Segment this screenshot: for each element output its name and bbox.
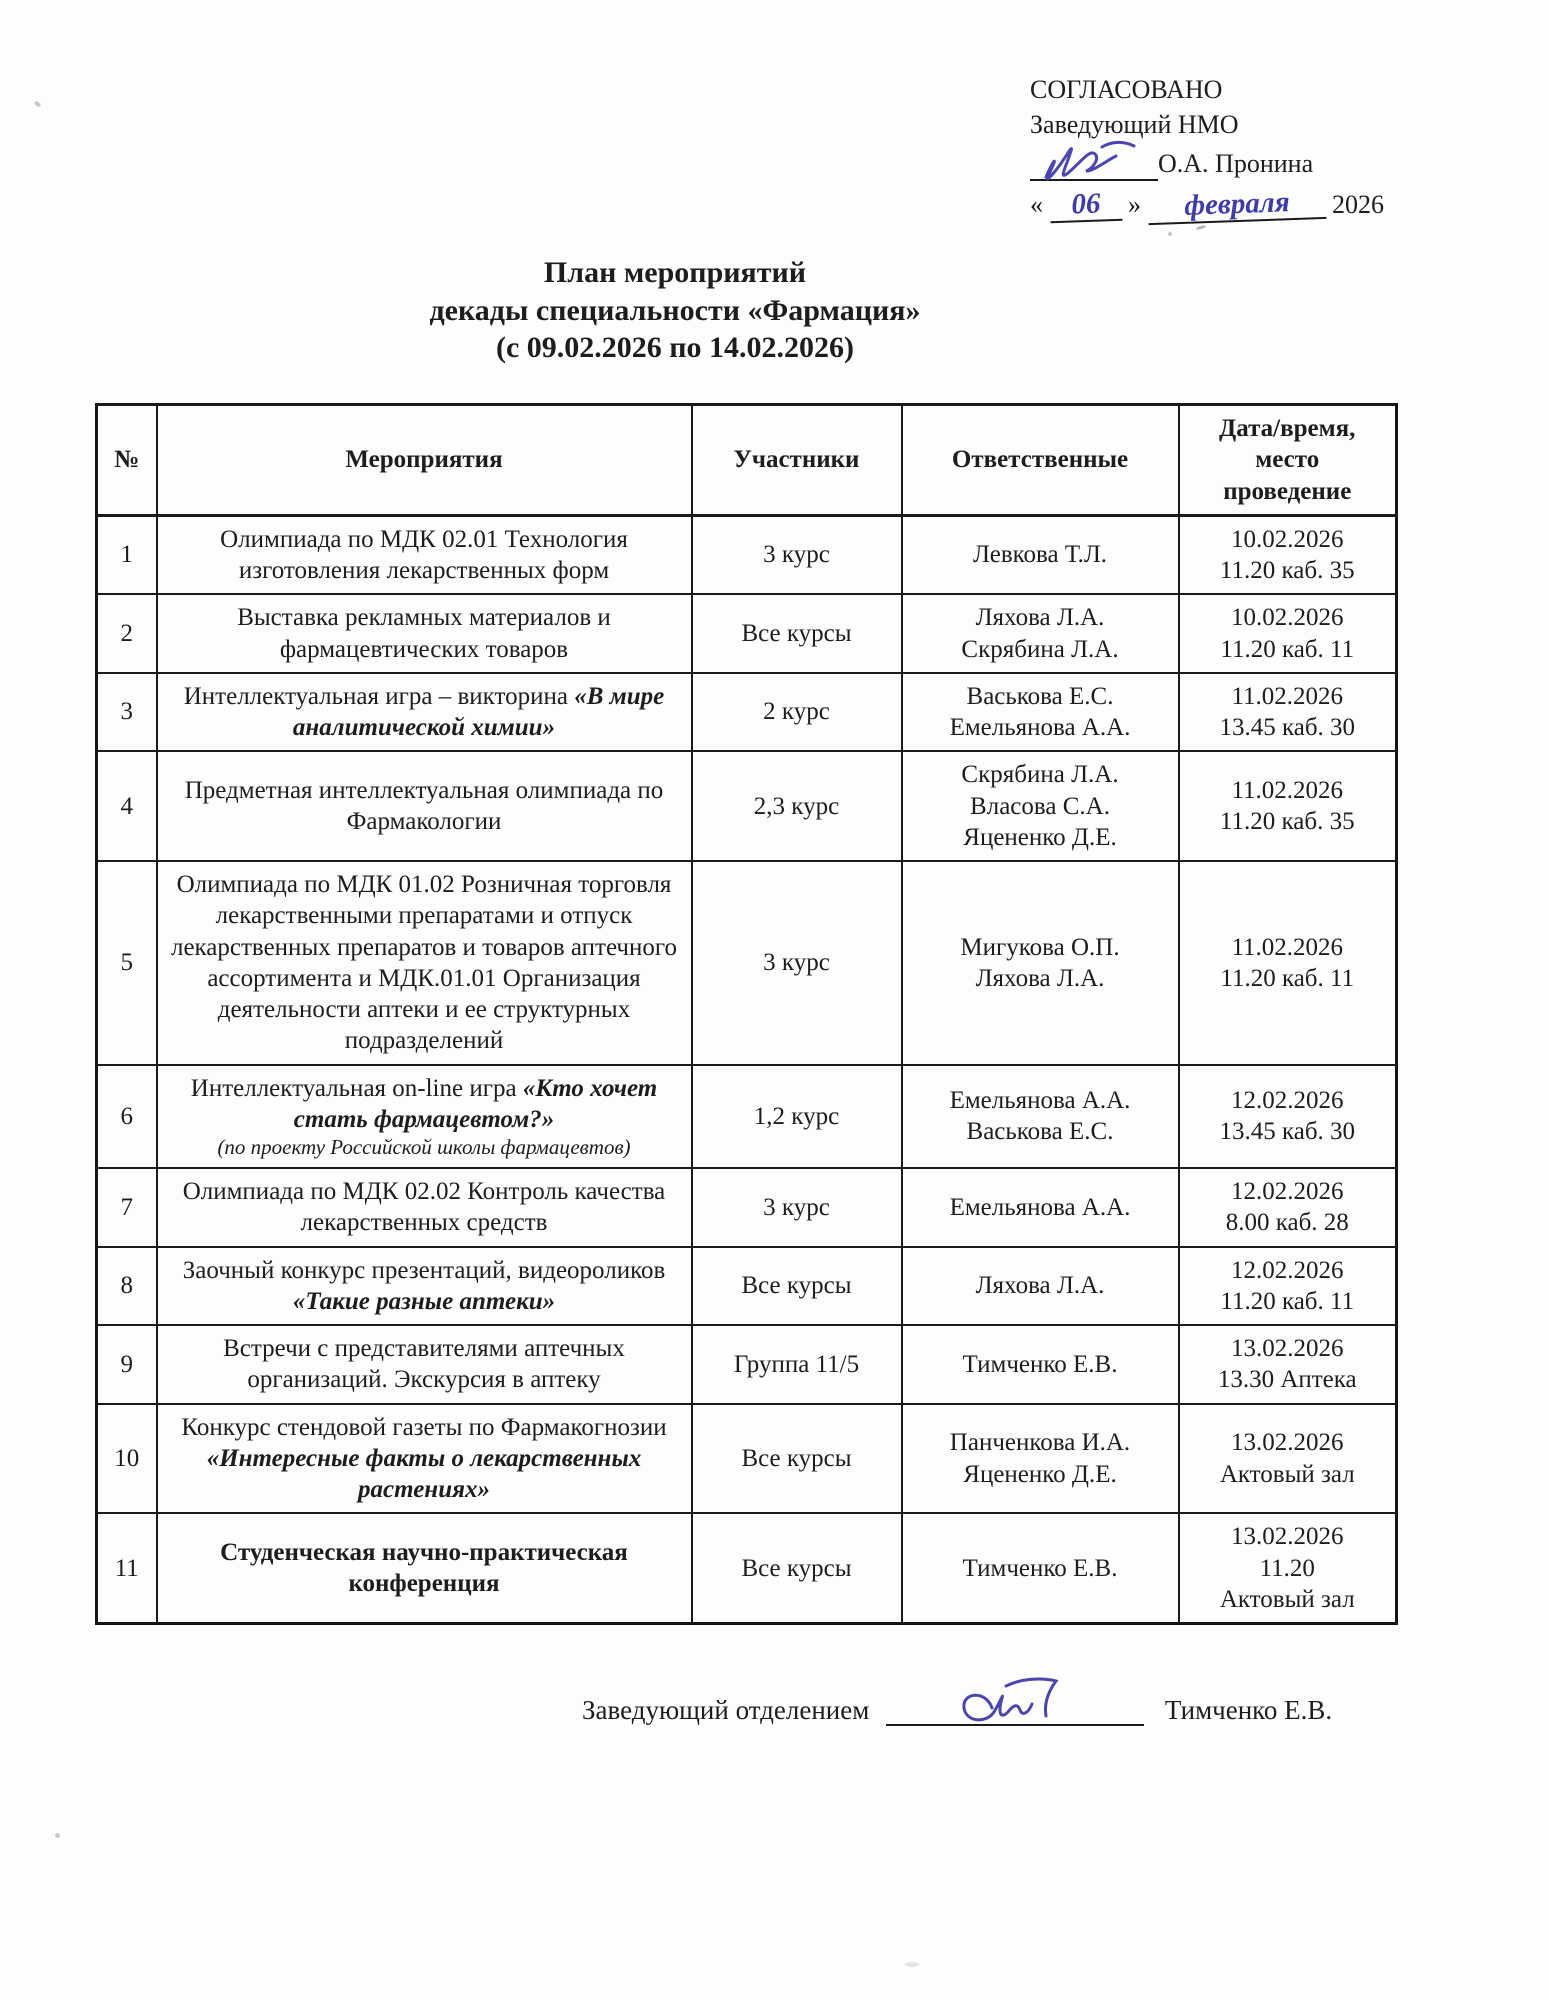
table-row <box>97 1247 1397 1326</box>
participants-cell: 3 курс <box>692 1168 902 1247</box>
row-number-cell: 4 <box>97 751 157 861</box>
title-line-2: декады специальности «Фармация» <box>429 293 921 327</box>
date-place-line: 11.02.2026 <box>1231 682 1344 710</box>
responsible-person: Васькова Е.С. <box>966 1118 1114 1146</box>
table-row <box>97 1065 1397 1169</box>
event-text-segment: «В мире аналитической химии» <box>292 682 665 741</box>
header-date-place: Дата/время, место проведение <box>1179 405 1397 516</box>
event-cell <box>157 1168 692 1247</box>
event-text-segment: Предметная интеллектуальная олимпиада по Фармакологии <box>184 776 664 836</box>
events-table <box>95 403 1398 1625</box>
date-place-line: 11.20 каб. 35 <box>1219 557 1355 584</box>
event-cell <box>157 673 692 752</box>
date-place-cell <box>1179 1247 1397 1326</box>
footer-label: Заведующий отделением <box>582 1695 870 1725</box>
participants-cell: 1,2 курс <box>692 1065 902 1169</box>
date-place-cell <box>1179 1513 1397 1623</box>
date-place-line: 11.20 каб. 35 <box>1219 808 1355 836</box>
title-line-1: План мероприятий <box>543 256 807 289</box>
date-quote-open: « <box>1030 190 1043 220</box>
date-place-line: 11.20 каб. 11 <box>1220 1287 1355 1315</box>
participants-cell: 3 курс <box>692 861 902 1065</box>
table-row <box>97 1404 1397 1514</box>
row-number-cell: 1 <box>97 515 157 594</box>
approval-name: О.А. Пронина <box>1158 149 1314 179</box>
date-place-cell <box>1179 1065 1397 1169</box>
event-text-segment: «Такие разные аптеки» <box>292 1287 556 1315</box>
responsible-person: Яцененко Д.Е. <box>963 823 1117 851</box>
responsible-cell <box>902 861 1179 1065</box>
event-text-segment: Олимпиада по МДК 01.02 Розничная торговля лекарственными препаратами и отпуск лекарственных препаратов и товаров аптечного ассортимента и МДК.01.01 Организация деятельности аптеки и ее структурных подразделений <box>170 871 678 1055</box>
header-events: Мероприятия <box>157 405 692 516</box>
approval-date-year: 2026 <box>1332 190 1384 220</box>
date-place-line: 11.02.2026 <box>1231 933 1344 961</box>
event-cell <box>157 594 692 673</box>
date-place-line: Актовый зал <box>1219 1460 1355 1488</box>
responsible-person: Ляхова Л.А. <box>975 1272 1105 1300</box>
table-row <box>97 515 1397 594</box>
responsible-person: Васькова Е.С. <box>966 682 1114 710</box>
participants-cell: Все курсы <box>692 1247 902 1326</box>
date-place-line: 10.02.2026 <box>1231 525 1344 553</box>
responsible-person: Ляхова Л.А. <box>975 604 1105 632</box>
department-head-signature-icon <box>946 1670 1086 1734</box>
date-place-cell <box>1179 861 1397 1065</box>
approval-block <box>1030 72 1490 222</box>
responsible-person: Скрябина Л.А. <box>961 761 1119 789</box>
event-text-segment: Олимпиада по МДК 02.01 Технология изготовления лекарственных форм <box>220 525 628 584</box>
date-place-cell <box>1179 515 1397 594</box>
approval-date-day: 06 <box>1049 188 1122 224</box>
date-place-line: Актовый зал <box>1219 1585 1355 1613</box>
event-text-segment: Олимпиада по МДК 02.02 Контроль качества лекарственных средств <box>182 1178 666 1237</box>
responsible-person: Власова С.А. <box>970 792 1110 820</box>
date-place-cell <box>1179 673 1397 752</box>
row-number-cell: 8 <box>97 1247 157 1326</box>
approval-status: СОГЛАСОВАНО <box>1030 75 1223 104</box>
participants-cell: Все курсы <box>692 1513 902 1623</box>
row-number-cell: 5 <box>97 861 157 1065</box>
date-place-line: 12.02.2026 <box>1231 1178 1344 1206</box>
header-number: № <box>97 405 157 516</box>
table-row <box>97 673 1397 752</box>
responsible-cell <box>902 673 1179 752</box>
approval-position: Заведующий НМО <box>1030 110 1239 140</box>
table-row <box>97 751 1397 861</box>
responsible-cell <box>902 1404 1179 1514</box>
date-place-cell <box>1179 1325 1397 1404</box>
participants-cell: 3 курс <box>692 515 902 594</box>
participants-cell: Все курсы <box>692 594 902 673</box>
date-place-line: 13.45 каб. 30 <box>1219 1118 1356 1146</box>
header-participants: Участники <box>692 405 902 516</box>
approval-signature-row <box>1030 146 1490 181</box>
event-cell <box>157 1513 692 1623</box>
row-number-cell: 9 <box>97 1325 157 1404</box>
participants-cell: Группа 11/5 <box>692 1325 902 1404</box>
footer-signature-field <box>886 1692 1144 1726</box>
footer-name: Тимченко Е.В. <box>1164 1695 1333 1725</box>
table-row <box>97 1513 1397 1623</box>
event-text-segment: Выставка рекламных материалов и фармацевтических товаров <box>237 604 611 663</box>
date-place-cell <box>1179 751 1397 861</box>
title-line-3: (с 09.02.2026 по 14.02.2026) <box>495 331 855 364</box>
event-text-segment: Студенческая научно-практическая конференция <box>220 1539 628 1598</box>
event-text-segment: «Интересные факты о лекарственных растениях» <box>206 1444 642 1504</box>
table-row <box>97 1168 1397 1247</box>
responsible-cell <box>902 1247 1179 1326</box>
responsible-person: Скрябина Л.А. <box>961 635 1119 663</box>
participants-cell: 2 курс <box>692 673 902 752</box>
event-cell <box>157 861 692 1065</box>
footer-signature-block <box>582 1692 1332 1726</box>
table-header-row <box>97 405 1397 516</box>
scan-speck <box>905 1962 919 1967</box>
responsible-cell <box>902 1325 1179 1404</box>
responsible-person: Панченкова И.А. <box>949 1429 1131 1457</box>
row-number-cell: 11 <box>97 1513 157 1623</box>
event-cell <box>157 751 692 861</box>
responsible-person: Емельянова А.А. <box>949 1193 1131 1221</box>
header-responsible: Ответственные <box>902 405 1179 516</box>
scan-speck <box>33 100 41 107</box>
date-place-line: 12.02.2026 <box>1231 1087 1344 1115</box>
responsible-person: Левкова Т.Л. <box>972 541 1108 569</box>
responsible-person: Ляхова Л.А. <box>975 964 1105 992</box>
date-place-line: 11.20 каб. 11 <box>1220 635 1355 663</box>
event-cell <box>157 1404 692 1514</box>
event-cell <box>157 515 692 594</box>
event-text-segment: «Кто хочет стать фармацевтом?» <box>293 1074 658 1133</box>
date-quote-close: » <box>1128 190 1141 220</box>
date-place-line: 13.02.2026 <box>1231 1335 1344 1363</box>
row-number-cell: 2 <box>97 594 157 673</box>
date-place-line: 8.00 каб. 28 <box>1225 1209 1349 1237</box>
responsible-person: Емельянова А.А. <box>949 714 1131 741</box>
table-row <box>97 861 1397 1065</box>
responsible-cell <box>902 1513 1179 1623</box>
participants-cell: 2,3 курс <box>692 751 902 861</box>
responsible-cell <box>902 751 1179 861</box>
approval-signature-field <box>1030 149 1158 181</box>
table-row <box>97 1325 1397 1404</box>
approval-date-month: февраля <box>1147 186 1326 226</box>
row-number-cell: 6 <box>97 1065 157 1169</box>
date-place-line: 13.02.2026 <box>1231 1523 1344 1551</box>
table-row <box>97 594 1397 673</box>
row-number-cell: 10 <box>97 1404 157 1514</box>
date-place-cell <box>1179 1404 1397 1514</box>
event-text-segment: Конкурс стендовой газеты по Фармакогнозии <box>181 1413 667 1441</box>
responsible-person: Мигукова О.П. <box>960 933 1120 961</box>
scan-speck <box>55 1833 60 1838</box>
document-title <box>60 254 1290 367</box>
event-cell <box>157 1325 692 1404</box>
scan-speck <box>1168 232 1172 236</box>
responsible-cell <box>902 1168 1179 1247</box>
date-place-line: 10.02.2026 <box>1231 604 1344 632</box>
scan-speck <box>1196 225 1206 230</box>
date-place-line: 12.02.2026 <box>1231 1256 1344 1284</box>
event-cell <box>157 1247 692 1326</box>
date-place-line: 11.02.2026 <box>1231 776 1344 804</box>
event-text-segment: Заочный конкурс презентаций, видеороликов <box>182 1256 666 1284</box>
responsible-person: Тимченко Е.В. <box>962 1350 1118 1378</box>
date-place-line: 13.45 каб. 30 <box>1219 714 1356 741</box>
row-number-cell: 3 <box>97 673 157 752</box>
event-text-segment: Интеллектуальная игра – викторина <box>183 682 568 710</box>
nmo-head-signature-icon <box>1032 131 1152 187</box>
date-place-cell <box>1179 1168 1397 1247</box>
date-place-line: 13.02.2026 <box>1231 1429 1344 1457</box>
approval-date-row <box>1030 187 1490 222</box>
responsible-person: Яцененко Д.Е. <box>963 1460 1117 1488</box>
row-number-cell: 7 <box>97 1168 157 1247</box>
responsible-cell <box>902 515 1179 594</box>
date-place-line: 11.20 каб. 11 <box>1220 964 1355 992</box>
date-place-line: 11.20 <box>1259 1554 1315 1582</box>
event-text-segment: Интеллектуальная on-line игра <box>190 1074 517 1102</box>
responsible-cell <box>902 594 1179 673</box>
participants-cell: Все курсы <box>692 1404 902 1514</box>
date-place-line: 13.30 Аптека <box>1217 1366 1357 1394</box>
responsible-person: Тимченко Е.В. <box>962 1554 1118 1582</box>
event-text-segment: Встречи с представителями аптечных организаций. Экскурсия в аптеку <box>223 1335 625 1394</box>
event-text-segment: (по проекту Российской школы фармацевтов) <box>217 1135 631 1159</box>
date-place-cell <box>1179 594 1397 673</box>
responsible-cell <box>902 1065 1179 1169</box>
responsible-person: Емельянова А.А. <box>949 1087 1131 1115</box>
event-cell <box>157 1065 692 1169</box>
